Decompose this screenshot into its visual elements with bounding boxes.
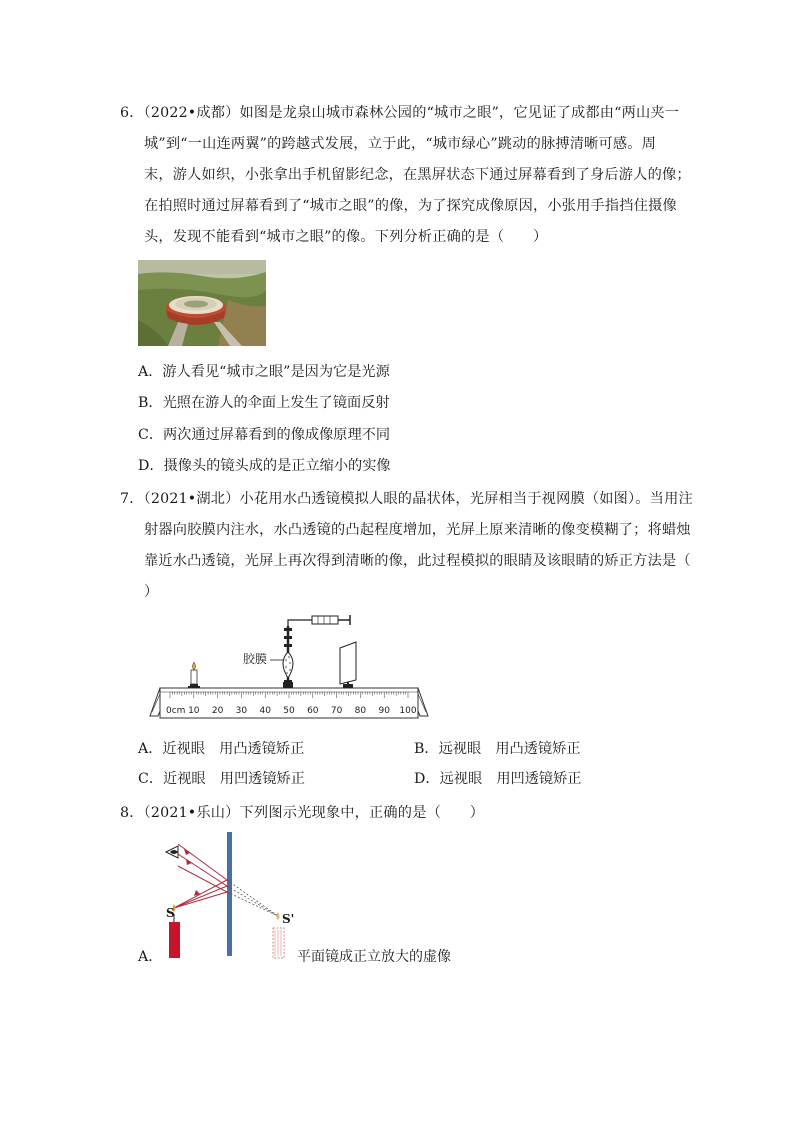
- membrane-label: 胶膜: [243, 652, 268, 666]
- scale-label: 40: [259, 706, 271, 716]
- question-6: [120, 98, 691, 253]
- scale-label: 10: [188, 706, 200, 716]
- scale-label: 50: [283, 706, 295, 716]
- scale-label: 90: [378, 706, 390, 716]
- q6-line-2: 城”到“一山连两翼”的跨越式发展，立于此，“城市绿心”跳动的脉搏清晰可感。周: [144, 136, 657, 152]
- scale-label: 20: [211, 706, 224, 716]
- q7-option-c[interactable]: C．近视眼 用凹透镜矫正: [138, 771, 305, 787]
- q6-option-c[interactable]: C．两次通过屏幕看到的像成像原理不同: [138, 427, 391, 443]
- q7-line-4: ）: [144, 584, 159, 600]
- q8-option-a-label[interactable]: A．: [138, 949, 163, 965]
- scale-label: 30: [235, 706, 248, 716]
- city-eye-photo: [138, 260, 266, 346]
- scale-label: 100: [399, 706, 417, 716]
- q6-line-5: 头，发现不能看到“城市之眼”的像。下列分析正确的是（ ）: [144, 229, 548, 245]
- question-8: [120, 798, 680, 829]
- optical-bench-figure: [146, 612, 436, 724]
- q6-line-3: 末，游人如织，小张拿出手机留影纪念，在黑屏状态下通过屏幕看到了身后游人的像；: [144, 167, 691, 183]
- q8-option-a-caption: 平面镜成正立放大的虚像: [297, 949, 451, 965]
- q7-option-a[interactable]: A．近视眼 用凸透镜矫正: [138, 741, 305, 757]
- q7-line-1: 7．（2021•湖北）小花用水凸透镜模拟人眼的晶状体，光屏相当于视网膜（如图）。当用注: [120, 491, 693, 507]
- plane-mirror-figure: [160, 832, 300, 962]
- scale-label: 0cm: [166, 706, 186, 716]
- question-7: [120, 484, 693, 608]
- q6-option-b[interactable]: B．光照在游人的伞面上发生了镜面反射: [138, 395, 390, 411]
- q7-option-d[interactable]: D．远视眼 用凹透镜矫正: [414, 771, 582, 787]
- q6-option-d[interactable]: D．摄像头的镜头成的是正立缩小的实像: [138, 458, 391, 474]
- source-label-s: S: [166, 906, 175, 920]
- scale-label: 70: [330, 706, 343, 716]
- q8-line-1: 8．（2021•乐山）下列图示光现象中，正确的是（ ）: [120, 805, 485, 821]
- q6-option-a[interactable]: A．游人看见“城市之眼”是因为它是光源: [138, 364, 390, 380]
- image-label-s-prime: S': [282, 912, 295, 926]
- q6-line-1: 6．（2022•成都）如图是龙泉山城市森林公园的“城市之眼”，它见证了成都由“两山夹一: [120, 105, 680, 121]
- q7-line-2: 射器向胶膜内注水，水凸透镜的凸起程度增加，光屏上原来清晰的像变模糊了；将蜡烛: [144, 522, 691, 538]
- scale-label: 80: [354, 706, 367, 716]
- scale-label: 60: [307, 706, 319, 716]
- q7-line-3: 靠近水凸透镜，光屏上再次得到清晰的像，此过程模拟的眼睛及该眼睛的矫正方法是（: [144, 553, 691, 569]
- q6-line-4: 在拍照时通过屏幕看到了“城市之眼”的像，为了探究成像原因，小张用手指挡住摄像: [144, 198, 677, 214]
- q7-option-b[interactable]: B．远视眼 用凸透镜矫正: [414, 741, 581, 757]
